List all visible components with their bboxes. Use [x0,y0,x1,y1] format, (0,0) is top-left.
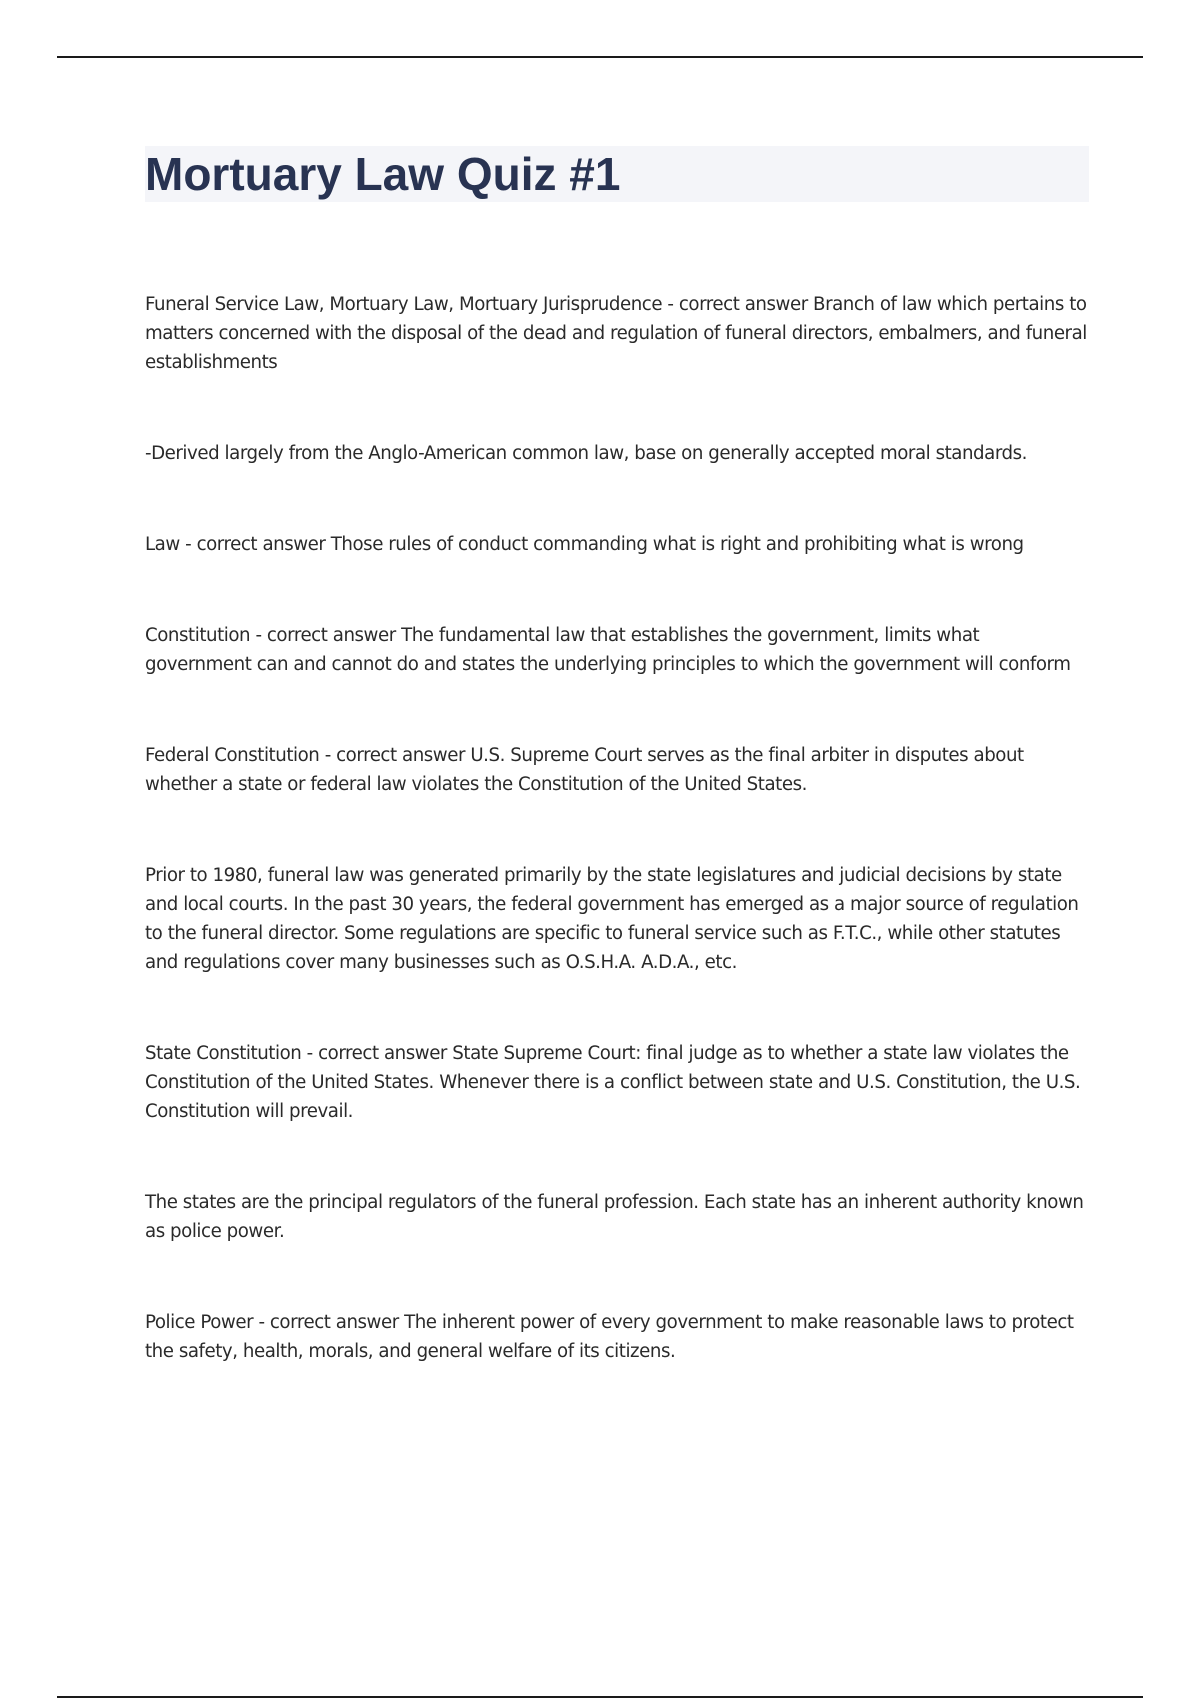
paragraph-common-law-note: -Derived largely from the Anglo-American common law, base on generally accepted moral standards. [145,443,1027,464]
header-rule [57,56,1143,58]
paragraph-constitution: Constitution - correct answer The fundamental law that establishes the government, limits what government can and cannot do and states the underlying principles to which the government will conform [145,625,1071,675]
document-body [145,290,1090,1366]
paragraph-police-power: Police Power - correct answer The inherent power of every government to make reasonable laws to protect the safety, health, morals, and general welfare of its citizens. [145,1312,1074,1362]
paragraph-state-constitution: State Constitution - correct answer State Supreme Court: final judge as to whether a state law violates the Constitution of the United States. Whenever there is a conflict between state and U.S. Constitution, the U.S. Constitution will prevail. [145,1043,1081,1122]
paragraph-principal-regulators: The states are the principal regulators of the funeral profession. Each state has an inherent authority known as police power. [145,1192,1084,1242]
footer-rule [57,1696,1143,1698]
paragraph-prior-to-1980: Prior to 1980, funeral law was generated primarily by the state legislatures and judicial decisions by state and local courts. In the past 30 years, the federal government has emerged as a major source of regulation to the funeral director. Some regulations are specific to funeral service such as F.T.C., while other statutes and regulations cover many businesses such as O.S.H.A. A.D.A., etc. [145,865,1079,973]
paragraph-law: Law - correct answer Those rules of conduct commanding what is right and prohibiting what is wrong [145,534,1024,555]
document-title: Mortuary Law Quiz #1 [145,148,621,200]
paragraph-federal-constitution: Federal Constitution - correct answer U.S. Supreme Court serves as the final arbiter in disputes about whether a state or federal law violates the Constitution of the United States. [145,745,1024,795]
paragraph-funeral-service-law: Funeral Service Law, Mortuary Law, Mortuary Jurisprudence - correct answer Branch of law which pertains to matters concerned with the disposal of the dead and regulation of funeral directors, embalmers, and funeral establishments [145,294,1087,373]
